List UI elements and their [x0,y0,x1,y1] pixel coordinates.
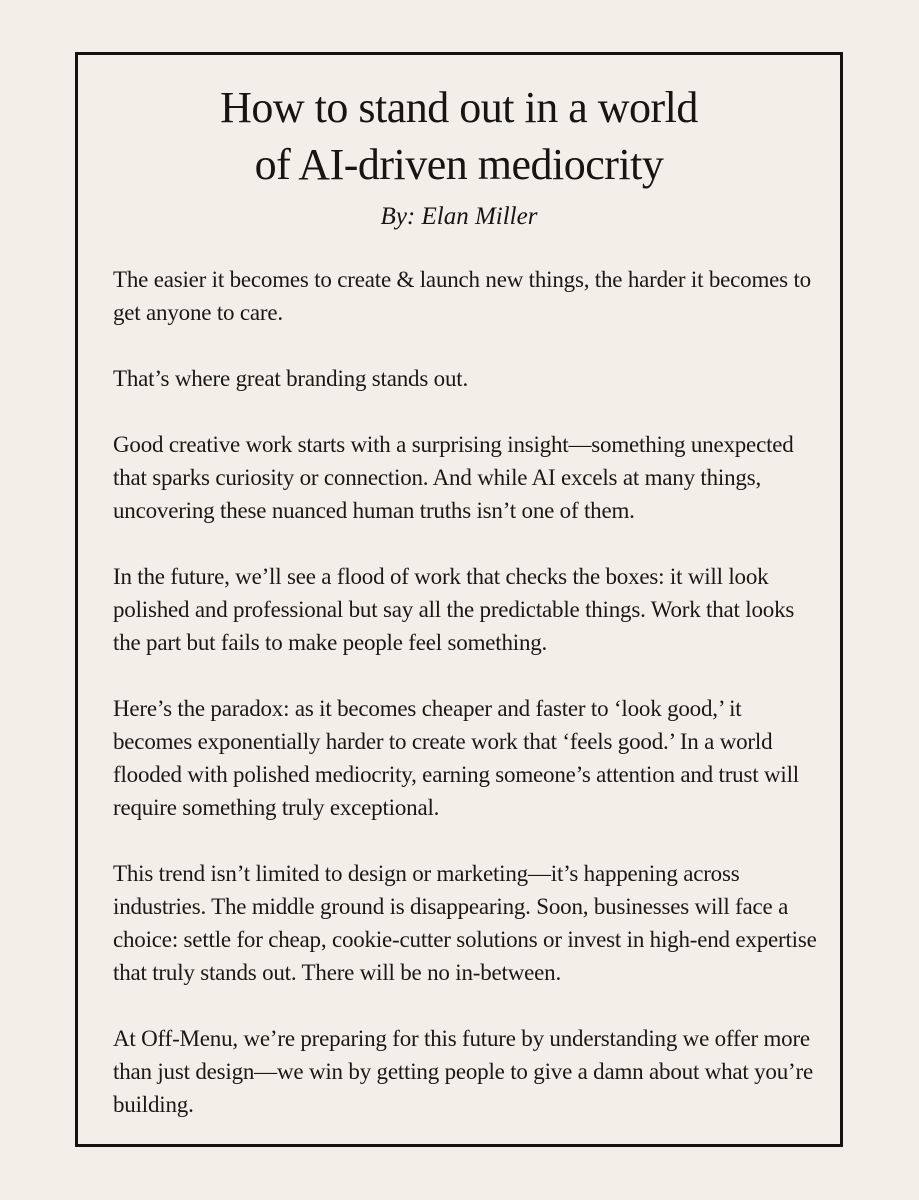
article-byline: By: Elan Miller [380,203,538,230]
article-paragraph: Here’s the paradox: as it becomes cheaper and faster to ‘look good,’ it becomes exponentially harder to create work that ‘feels good.’ In a world flooded with polished mediocrity, earning someone’s attention and trust will require something truly exceptional. [113,696,799,820]
article-title-line-1: How to stand out in a world [220,83,698,132]
article-title [88,79,830,193]
article-paragraph: That’s where great branding stands out. [113,366,468,391]
article-body [78,263,820,1121]
article-paragraph: This trend isn’t limited to design or marketing—it’s happening across industries. The middle ground is disappearing. Soon, businesses will face a choice: settle for cheap, cookie-cutter solutions or invest in high-end expertise that truly stands out. There will be no in-between. [113,861,817,985]
article-paragraph: Good creative work starts with a surprising insight—something unexpected that sparks curiosity or connection. And while AI excels at many things, uncovering these nuanced human truths isn’t one of them. [113,432,794,523]
article-title-line-2: of AI-driven mediocrity [254,140,664,189]
article-paragraph: The easier it becomes to create & launch new things, the harder it becomes to get anyone to care. [113,267,811,325]
article-frame [75,52,843,1147]
article-paragraph: In the future, we’ll see a flood of work that checks the boxes: it will look polished and professional but say all the predictable things. Work that looks the part but fails to make people feel something. [113,564,795,655]
article-paragraph: At Off-Menu, we’re preparing for this future by understanding we offer more than just design—we win by getting people to give a damn about what you’re building. [113,1026,813,1117]
